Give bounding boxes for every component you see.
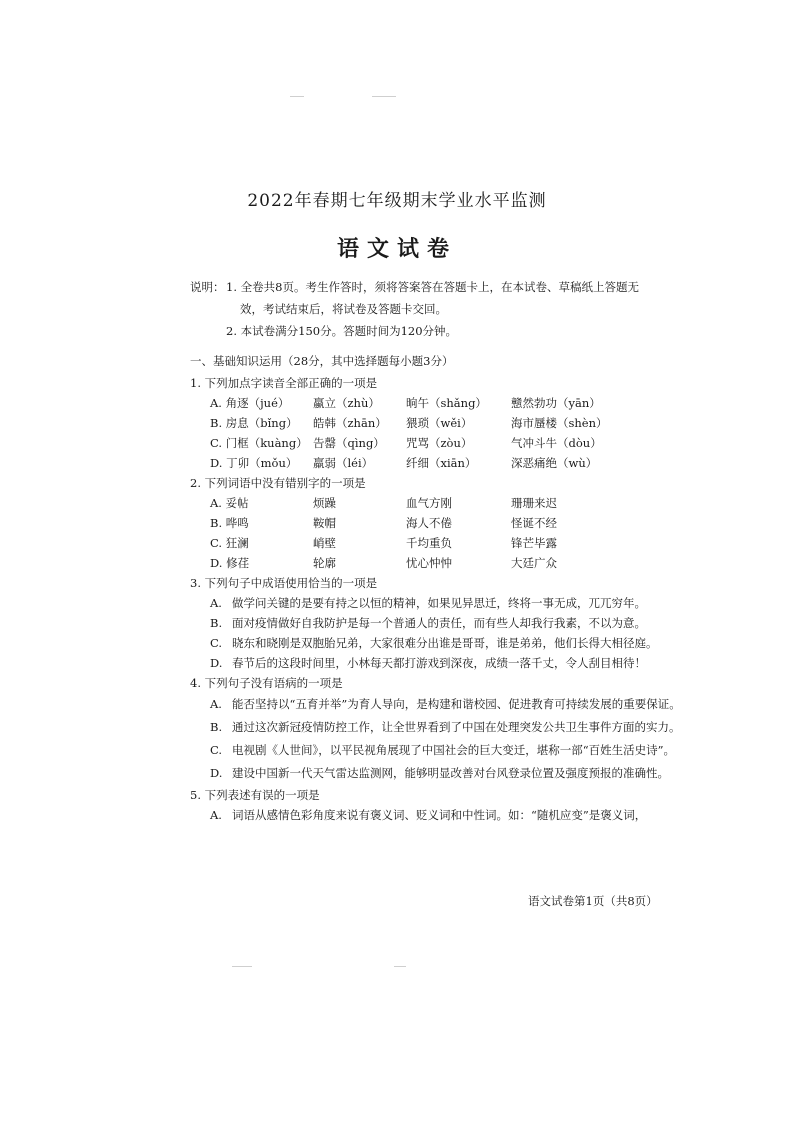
instruction-item: 效，考试结束后，将试卷及答题卡交回。 [240,302,447,316]
option-cell: 珊珊来迟 [511,496,557,510]
option-cell: A. 角逐（jué） [210,396,290,410]
section-heading: 一、基础知识运用（28分，其中选择题每小题3分） [190,354,454,368]
option-cell: 猥琐（wěi） [406,416,473,430]
option-cell: 轮廓 [313,556,336,570]
option-line [190,593,710,613]
scan-mark-top [290,96,304,97]
question-stem: 3. 下列句子中成语使用恰当的一项是 [190,576,378,590]
option-cell: 千均重负 [406,536,452,550]
option-line [190,762,710,785]
option-cell: C. 门框（kuàng） [210,436,308,450]
exam-subtitle: 语文试卷 [336,236,457,262]
q1-options [190,393,710,473]
option-cell: 大廷广众 [511,556,557,570]
instruction-item: 2. 本试卷满分150分。答题时间为120分钟。 [226,324,458,338]
option-cell: 锋芒毕露 [511,536,557,550]
option-cell: C. 狂澜 [210,536,249,550]
option-text: 晓东和晓刚是双胞胎兄弟，大家很难分出谁是哥哥，谁是弟弟，他们长得大相径庭。 [232,636,658,650]
instruction-row [190,276,690,298]
option-cell: 纤细（xiān） [406,456,477,470]
question-stem: 4. 下列句子没有语病的一项是 [190,676,343,690]
page-footer: 语文试卷第1页（共8页） [528,894,658,908]
option-line [190,693,710,716]
question-stem: 5. 下列表述有误的一项是 [190,788,320,802]
option-cell: B. 哗鸣 [210,516,249,530]
option-cell: 告罄（qìng） [313,436,385,450]
instructions [190,276,690,342]
option-line [190,739,710,762]
option-cell: 海市蜃楼（shèn） [511,416,608,430]
option-cell: 海人不倦 [406,516,452,530]
option-text: 建设中国新一代天气雷达监测网，能够明显改善对台风登录位置及强度预报的准确性。 [232,766,669,780]
option-cell: D. 修荏 [210,556,250,570]
option-text: 做学问关键的是要有持之以恒的精神，如果见异思迁，终将一事无成，兀兀穷年。 [232,596,646,610]
instruction-item: 1. 全卷共8页。考生作答时，须将答案答在答题卡上，在本试卷、草稿纸上答题无 [226,280,639,294]
option-key: A. [210,596,222,610]
option-cell: 羸弱（léi） [313,456,374,470]
option-key: D. [210,766,223,780]
option-key: D. [210,656,223,670]
option-cell: 深恶痛绝（wù） [511,456,598,470]
scan-mark-bottom [232,966,252,967]
option-cell: 鞍帽 [313,516,336,530]
option-line [190,633,710,653]
option-key: B. [210,720,223,734]
option-line [190,805,710,825]
option-cell: 晌午（shǎng） [406,396,487,410]
option-text: 面对疫情做好自我防护是每一个普通人的责任，而有些人却我行我素，不以为意。 [232,616,646,630]
option-cell: 戆然勃功（yān） [511,396,601,410]
instruction-label: 说明： [190,280,225,294]
option-key: C. [210,743,223,757]
option-cell: 烦躁 [313,496,336,510]
option-text: 春节后的这段时间里，小林每天都打游戏到深夜，成绩一落千丈，令人刮目相待！ [232,656,646,670]
option-line [190,613,710,633]
option-cell: 血气方刚 [406,496,452,510]
questions [190,352,710,825]
option-text: 能否坚持以“五育并举”为育人导向，是构建和谐校园、促进教育可持续发展的重要保证。 [232,697,681,711]
option-key: B. [210,616,223,630]
option-cell: 咒骂（zòu） [406,436,473,450]
option-cell: 气冲斗牛（dòu） [511,436,602,450]
option-line [190,716,710,739]
exam-title: 2022年春期七年级期末学业水平监测 [247,191,547,211]
option-text: 通过这次新冠疫情防控工作，让全世界看到了中国在处理突发公共卫生事件方面的实力。 [232,720,681,734]
q2-options [190,493,710,573]
option-cell: 皓韩（zhān） [313,416,387,430]
option-cell: 峭壁 [313,536,336,550]
option-text: 词语从感情色彩角度来说有褒义词、贬义词和中性词。如：“随机应变”是褒义词， [232,808,647,822]
option-cell: D. 丁卯（mǒu） [210,456,298,470]
option-cell: 忧心忡忡 [406,556,452,570]
scan-mark-top [372,96,396,97]
option-key: C. [210,636,223,650]
option-line [190,653,710,673]
option-key: A. [210,697,222,711]
scan-mark-bottom [394,966,406,967]
option-text: 电视剧《人世间》，以平民视角展现了中国社会的巨大变迁，堪称一部“百姓生活史诗”。 [232,743,676,757]
option-cell: 怪诞不经 [511,516,557,530]
option-cell: 蠃立（zhù） [313,396,380,410]
question-stem: 1. 下列加点字读音全部正确的一项是 [190,376,378,390]
option-cell: B. 房息（bǐng） [210,416,298,430]
option-key: A. [210,808,222,822]
question-stem: 2. 下列词语中没有错别字的一项是 [190,476,366,490]
option-cell: A. 妥帖 [210,496,249,510]
